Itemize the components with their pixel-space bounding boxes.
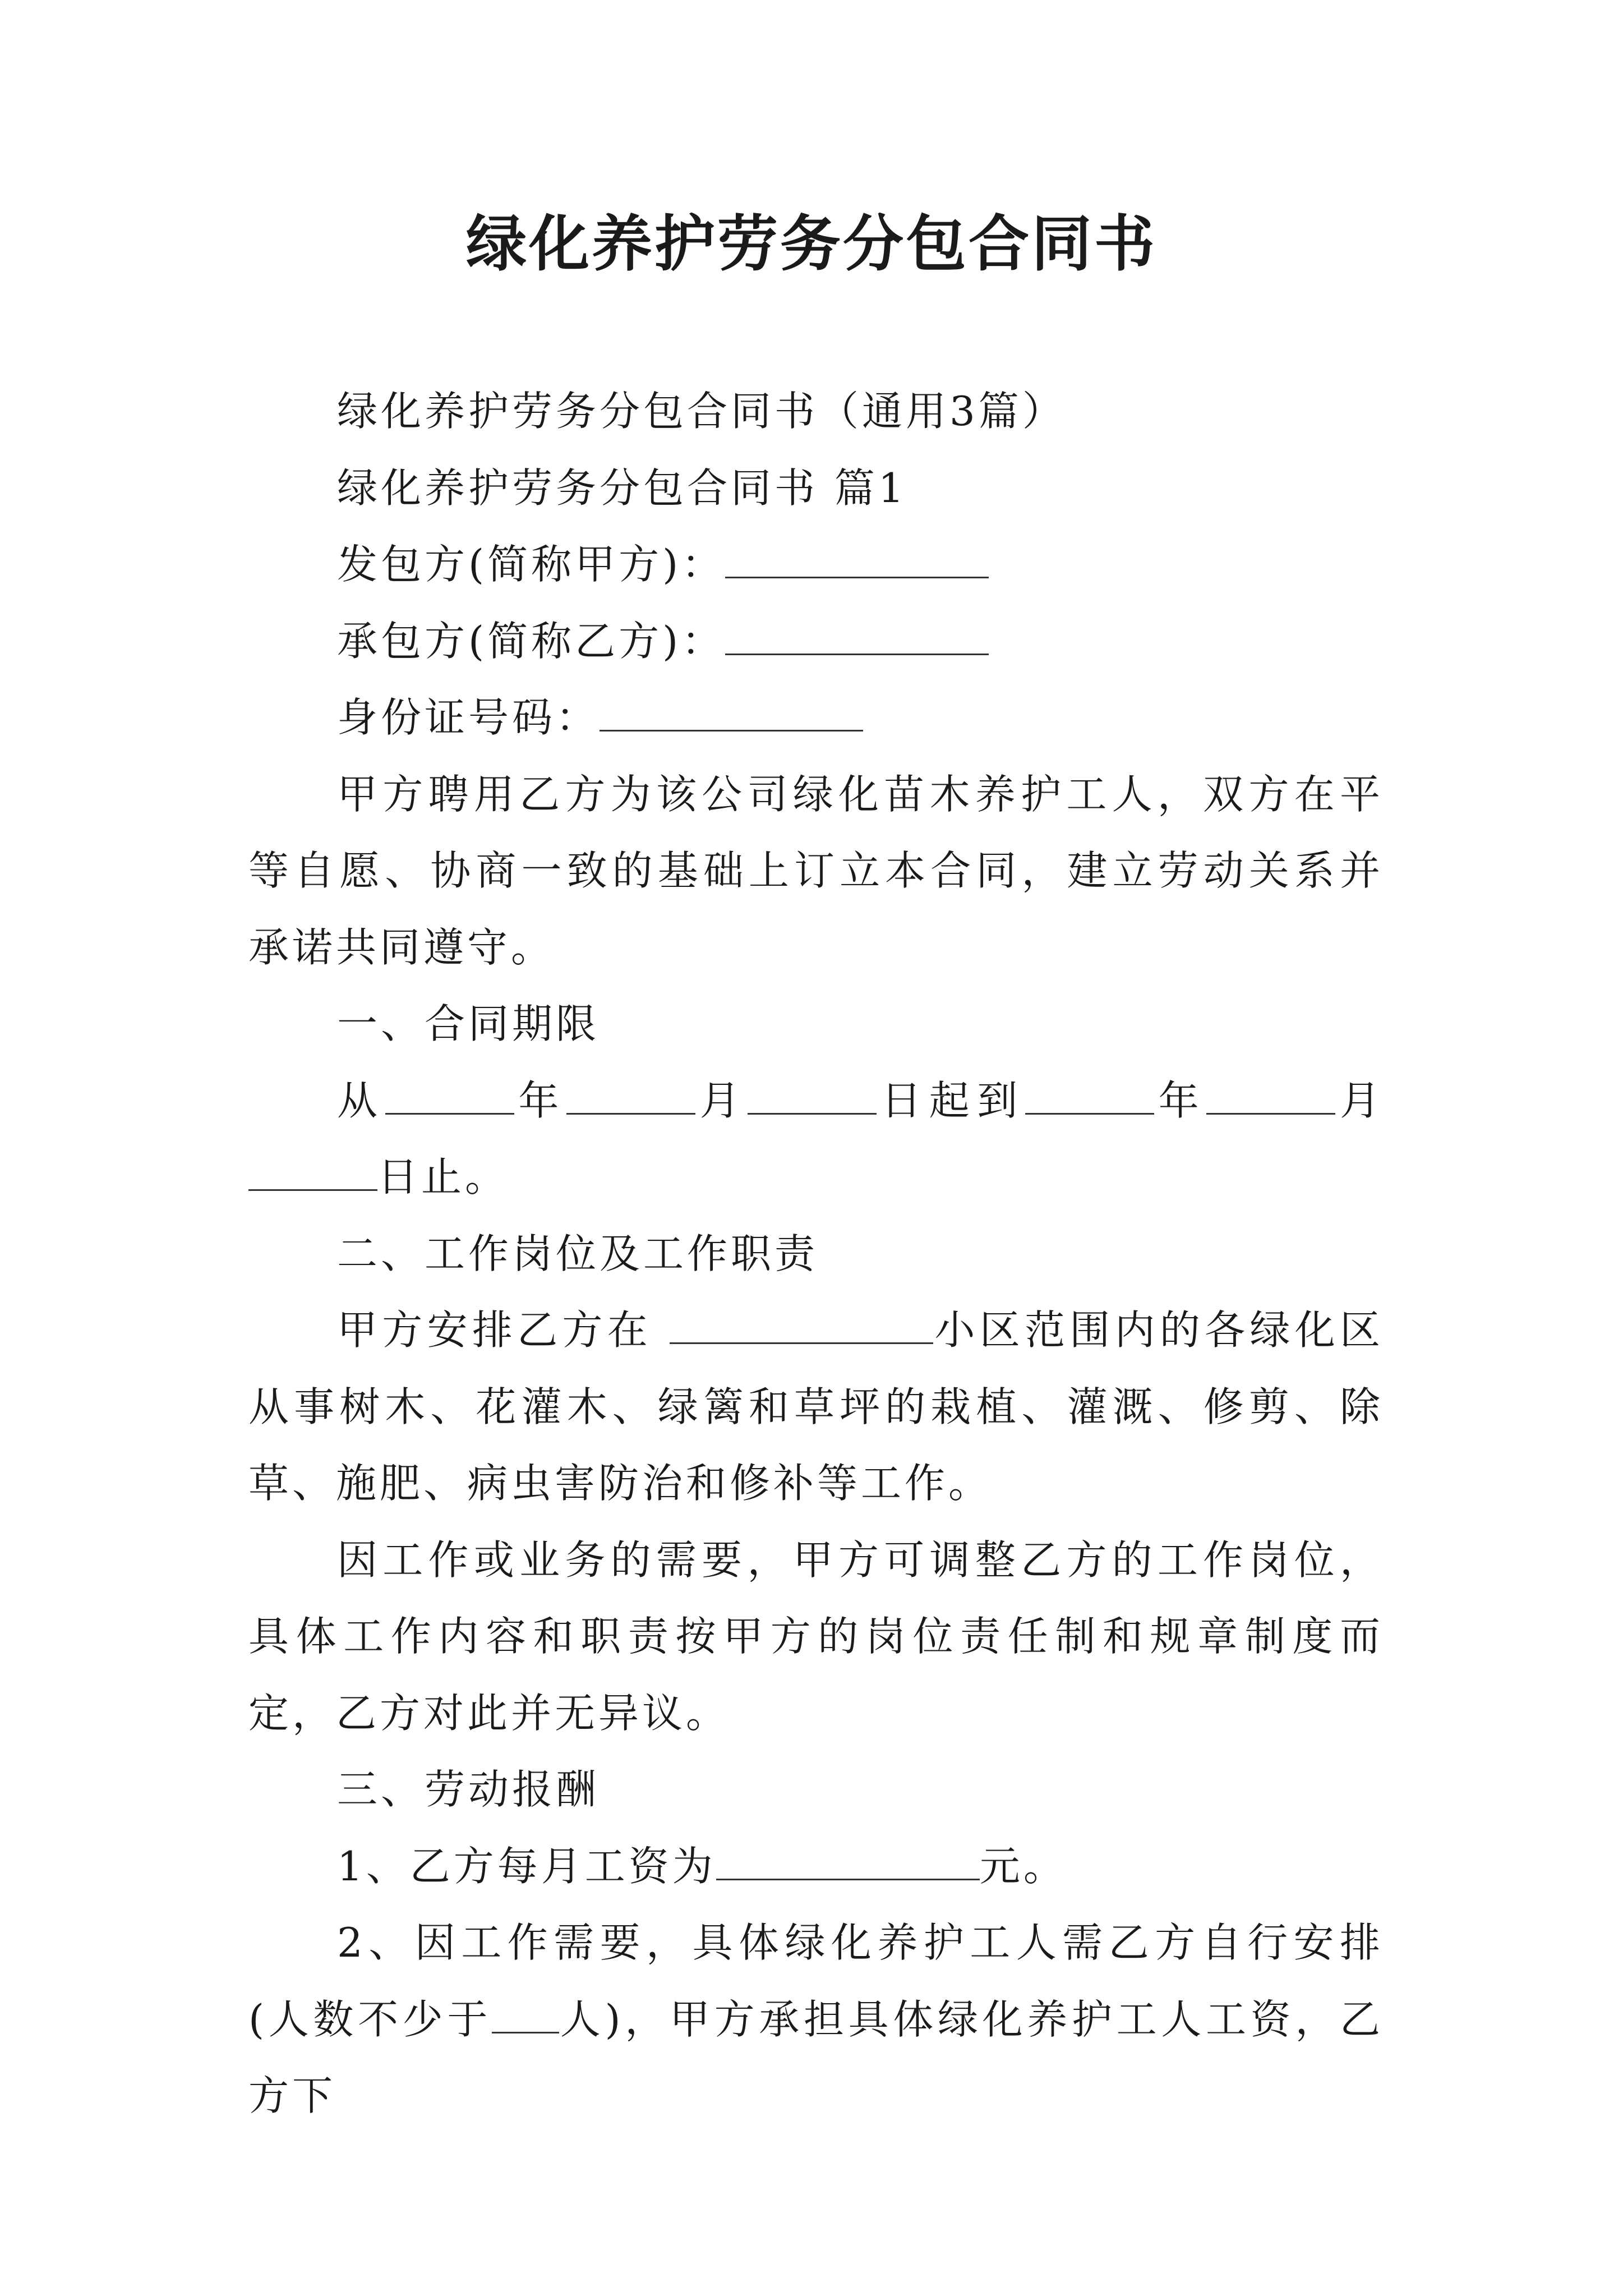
end-year-blank (1025, 1076, 1154, 1115)
term-from: 从 (337, 1076, 385, 1124)
party-a-label: 发包方(简称甲方)： (337, 541, 726, 588)
term-day-end: 日止。 (377, 1153, 509, 1200)
section1-heading: 一、合同期限 (337, 1000, 600, 1047)
term-year: 年 (514, 1076, 566, 1124)
start-year-blank (385, 1076, 514, 1115)
party-b-line (248, 603, 1384, 680)
wage-blank (716, 1842, 980, 1880)
end-day-blank (248, 1153, 377, 1191)
part-heading: 绿化养护劳务分包合同书 篇1 (337, 464, 907, 512)
start-month-blank (566, 1076, 695, 1115)
party-b-blank (725, 617, 989, 655)
workers-prefix: 2、因工作需要，具体绿化养护工人需乙方自行安排(人数不少于 (248, 1919, 1384, 2043)
intro-paragraph: 甲方聘用乙方为该公司绿化苗木养护工人，双方在平等自愿、协商一致的基础上订立本合同，建立劳动关系并承诺共同遵守。 (248, 770, 1384, 971)
subtitle: 绿化养护劳务分包合同书（通用3篇） (337, 388, 1066, 435)
term-month: 月 (695, 1076, 748, 1124)
id-blank (600, 693, 863, 731)
term-year-end: 年 (1154, 1076, 1207, 1124)
term-month-end: 月 (1335, 1076, 1384, 1124)
term-paragraph (248, 1062, 1384, 1216)
workers-paragraph (248, 1904, 1384, 2134)
start-day-blank (748, 1076, 877, 1115)
community-blank (670, 1306, 933, 1344)
section2-heading: 二、工作岗位及工作职责 (337, 1230, 819, 1277)
duty-paragraph (248, 1292, 1384, 1522)
adjust-paragraph: 因工作或业务的需要，甲方可调整乙方的工作岗位，具体工作内容和职责按甲方的岗位责任制和规章制度而定，乙方对此并无异议。 (248, 1536, 1384, 1737)
workers-count-blank (492, 1995, 559, 2033)
wage-prefix: 1、乙方每月工资为 (337, 1842, 716, 1890)
duty-prefix: 甲方安排乙方在 (337, 1306, 652, 1354)
duty-suffix: 小区范围内的各绿化区从事树木、花灌木、绿篱和草坪的栽植、灌溉、修剪、除草、施肥、病虫害防治和修补等工作。 (248, 1306, 1384, 1507)
party-b-label: 承包方(简称乙方)： (337, 617, 726, 665)
wage-suffix: 元。 (979, 1842, 1067, 1890)
wage-paragraph (248, 1828, 1384, 1905)
id-label: 身份证号码： (337, 694, 600, 741)
workers-suffix: 人)，甲方承担具体绿化养护工人工资，乙方下 (248, 1995, 1384, 2119)
end-month-blank (1206, 1076, 1335, 1115)
term-day-start: 日起到 (877, 1076, 1025, 1124)
party-a-blank (725, 540, 989, 578)
party-a-line (248, 526, 1384, 603)
document-title: 绿化养护劳务分包合同书 (465, 209, 1157, 279)
id-line (248, 679, 1384, 756)
section3-heading: 三、劳动报酬 (337, 1766, 600, 1813)
document-body (248, 373, 1384, 2134)
